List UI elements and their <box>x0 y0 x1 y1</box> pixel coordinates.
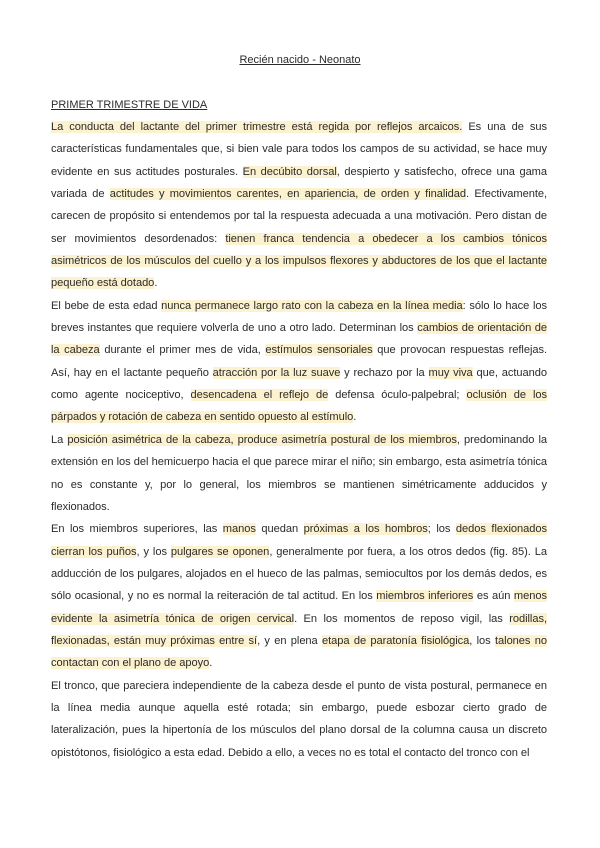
paragraph-text: , los <box>469 634 495 647</box>
highlighted-text: manos <box>222 523 256 536</box>
paragraph-text: . <box>209 657 213 670</box>
highlighted-text: pulgares se oponen <box>170 545 270 558</box>
highlighted-text: desencadena el reflejo de <box>190 389 329 402</box>
paragraph-text: . En los momentos de reposo vigil, las <box>294 612 510 625</box>
paragraph-text: y rechazo por la <box>340 366 429 379</box>
highlighted-text: tienen franca tendencia a obedecer a los cambios tónicos asimétricos de los músculos del cuello y a los impulsos flexores y abductores de los que el lactante pequeño está dotado <box>51 232 547 290</box>
highlighted-text: nunca permanece largo rato con la cabeza en la línea media <box>161 299 463 312</box>
section-heading: PRIMER TRIMESTRE DE VIDA <box>51 99 208 111</box>
paragraph-text: . Efectivamente, carecen de propósito si entendemos por tal la respuesta adecuada a una motivación. Pero distan de ser movimientos desordenados: <box>51 188 548 245</box>
paragraph-text: , predominando la extensión en los del hemicuerpo hacia el que parece mirar el niño; sin embargo, esta asimetría tónica no es constante y, por lo general, los miembros se mantienen simétricamente adducidos y flexionados. <box>51 433 547 513</box>
paragraph-text: El bebe de esta edad <box>51 299 162 312</box>
highlighted-text: próximas a los hombros <box>303 523 428 536</box>
paragraph-text: , despierto y satisfecho, ofrece una gama variada de <box>51 165 547 201</box>
highlighted-text: dedos flexionados cierran los puños <box>51 523 547 558</box>
paragraph-text: es aún <box>473 590 514 603</box>
highlighted-text: estímulos sensoriales <box>265 344 373 357</box>
highlighted-text: actitudes y movimientos carentes, en apariencia, de orden y finalidad <box>109 188 467 201</box>
highlighted-text: rodillas, flexionadas, están muy próximas entre sí <box>51 612 547 647</box>
paragraph <box>51 429 547 518</box>
highlighted-text: cambios de orientación de la cabeza <box>51 322 547 357</box>
paragraph-text: , y en plena <box>257 634 322 647</box>
highlighted-text: talones no contactan con el plano de apoyo <box>51 634 547 670</box>
document-title: Recién nacido - Neonato <box>239 54 361 66</box>
paragraph <box>51 295 547 429</box>
paragraph <box>51 518 547 674</box>
paragraph-text: , y los <box>136 545 171 558</box>
highlighted-text: oclusión de los párpados y rotación de cabeza en sentido opuesto al estímulo <box>51 389 548 424</box>
paragraph-text: Es una de sus características fundamentales que, si bien vale para todos los campos de su actividad, se hace muy evidente en sus actitudes posturales. <box>51 121 547 178</box>
paragraph-text: . <box>353 411 357 424</box>
document-body <box>51 116 547 764</box>
paragraph <box>51 675 547 764</box>
paragraph-text: El tronco, que pareciera independiente de la cabeza desde el punto de vista postural, permanece en la línea media aunque aquella esté rotada; sin embargo, puede esbozar cierto grado de lateralización, pues la hipertonía de los músculos del plano dorsal de la columna causa un discreto opistótonos, fisiológico a esta edad. Debido a ello, a veces no es total el contacto del tronco con el <box>51 679 547 759</box>
paragraph-text: En los miembros superiores, las <box>51 523 223 536</box>
highlighted-text: etapa de paratonía fisiológica <box>322 634 470 647</box>
paragraph-text: . <box>154 277 158 290</box>
paragraph-text: durante el primer mes de vida, <box>99 344 266 357</box>
highlighted-text: posición asimétrica de la cabeza, produce asimetría postural de los miembros <box>67 433 457 446</box>
paragraph-text: : sólo lo hace los breves instantes que requiere volverla de uno a otro lado. Determinan los <box>51 299 547 335</box>
highlighted-text: muy viva <box>428 366 473 379</box>
paragraph <box>51 116 547 295</box>
paragraph-text: que, actuando como agente nociceptivo, <box>51 366 547 402</box>
paragraph-text: que provocan respuestas reflejas. Así, hay en el lactante pequeño <box>51 344 548 379</box>
paragraph-text: ; los <box>427 523 456 536</box>
paragraph-text: La <box>51 433 68 446</box>
highlighted-text: miembros inferiores <box>376 590 474 603</box>
highlighted-text: La conducta del lactante del primer trimestre está regida por reflejos arcaicos. <box>51 121 463 133</box>
paragraph-text: quedan <box>255 523 304 536</box>
highlighted-text: menos evidente la asimetría tónica de origen cervical <box>51 590 547 625</box>
paragraph-text: defensa óculo-palpebral; <box>328 389 467 402</box>
paragraph-text: , generalmente por fuera, a los otros dedos (fig. 85). La adducción de los pulgares, alojados en el hueco de las palmas, semiocultos por los demás dedos, es sólo ocasional, y no es normal la reiteración de tal actitud. En los <box>51 545 547 603</box>
highlighted-text: En decúbito dorsal <box>242 165 337 178</box>
highlighted-text: atracción por la luz suave <box>212 366 341 379</box>
